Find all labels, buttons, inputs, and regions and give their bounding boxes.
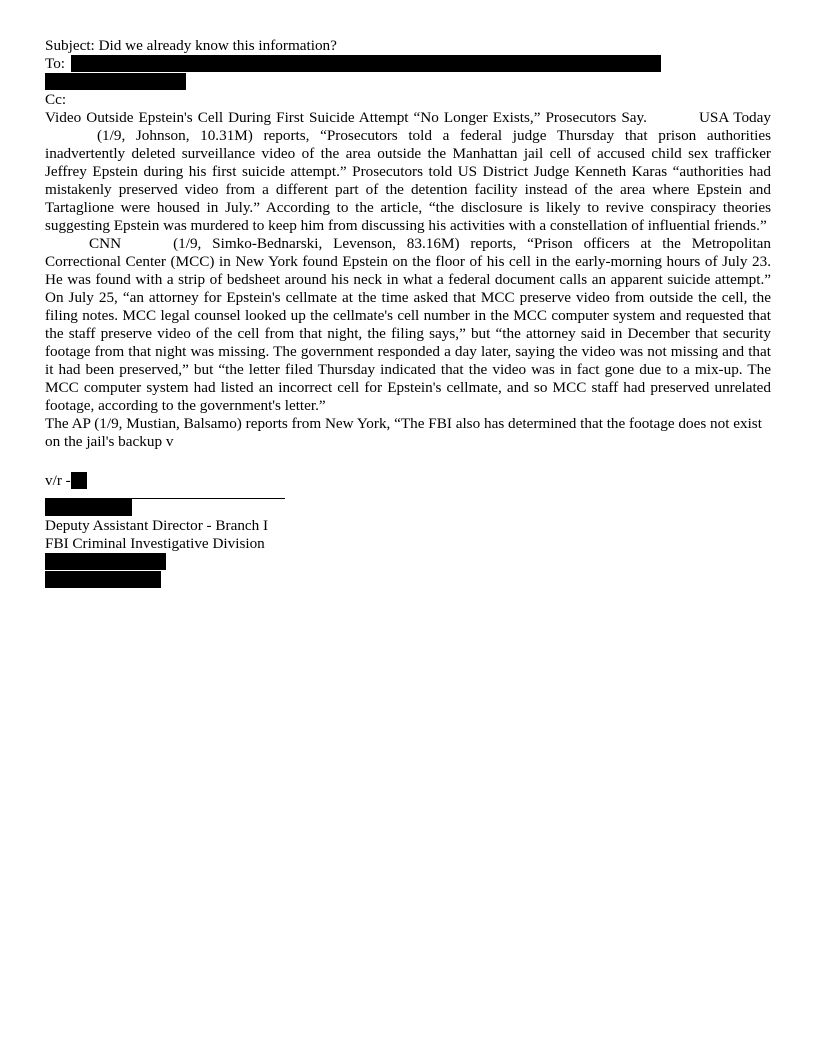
article-body: (1/9, Johnson, 10.31M) reports, “Prosecutors told a federal judge Thursday that prison authorities inadvertently deleted surveillance video of the area outside the Manhattan jail cell of accused child sex trafficker Jeffrey Epstein during his first suicide attempt.” Prosecutors told US District Judge Kenneth Karas “authorities had mistakenly preserved video from a different part of the detention facility instead of the area where Epstein and Tartaglione were housed in July.” According to the article, “the disclosure is likely to revive conspiracy theories suggesting Epstein was murdered to keep him from discussing his activities with a constellation of influential friends.” bbox=[45, 127, 771, 234]
signoff-line bbox=[45, 472, 771, 490]
signature-division: FBI Criminal Investigative Division bbox=[45, 535, 265, 552]
source-name: CNN bbox=[89, 235, 122, 252]
signature-contact-redaction bbox=[45, 571, 771, 589]
subject-line: Subject: Did we already know this information? bbox=[45, 37, 337, 54]
redaction-block bbox=[71, 472, 87, 489]
signature-name-redaction bbox=[45, 499, 771, 517]
redaction-block bbox=[45, 571, 161, 588]
signature-title: Deputy Assistant Director - Branch I bbox=[45, 517, 269, 534]
to-line bbox=[45, 55, 771, 73]
to-line-continued bbox=[45, 73, 771, 91]
redaction-block bbox=[45, 73, 186, 90]
article-paragraph-usa-today bbox=[45, 109, 771, 235]
source-name: USA Today bbox=[698, 109, 771, 126]
cc-line: Cc: bbox=[45, 91, 67, 108]
article-body: (1/9, Simko-Bednarski, Levenson, 83.16M) reports, “Prison officers at the Metropolitan Correctional Center (MCC) in New York found Epstein on the floor of his cell in the early-morning hours of July 23. He was found with a strip of bedsheet around his neck in what a federal document calls an apparent suicide attempt.” On July 25, “an attorney for Epstein's cellmate at the time asked that MCC preserve video from outside the cell, the filing notes. MCC legal counsel looked up the cellmate's cell number in the MCC computer system and requested that the staff preserve video of the cell from that night, the filing says,” but “the attorney said in December that security footage from that night was missing. The government responded a day later, saying the video was not missing and that it had been preserved,” but “the letter filed Thursday indicated that the video was in fact gone due to a mix-up. The MCC computer system had listed an incorrect cell for Epstein's cellmate, and so MCC staff had preserved unrelated footage, according to the government's letter.” bbox=[45, 235, 771, 414]
signature-contact-redaction bbox=[45, 553, 771, 571]
redaction-block bbox=[45, 499, 132, 516]
article-paragraph-cnn bbox=[45, 235, 771, 415]
article-headline: Video Outside Epstein's Cell During First Suicide Attempt “No Longer Exists,” Prosecutors Say. bbox=[45, 109, 647, 126]
email-document bbox=[45, 37, 771, 589]
redaction-block bbox=[71, 55, 661, 72]
article-paragraph-ap: The AP (1/9, Mustian, Balsamo) reports from New York, “The FBI also has determined that the footage does not exist on the jail's backup v bbox=[45, 415, 762, 450]
to-label: To: bbox=[45, 55, 66, 72]
signoff-text: v/r - bbox=[45, 472, 71, 489]
redaction-block bbox=[45, 553, 166, 570]
